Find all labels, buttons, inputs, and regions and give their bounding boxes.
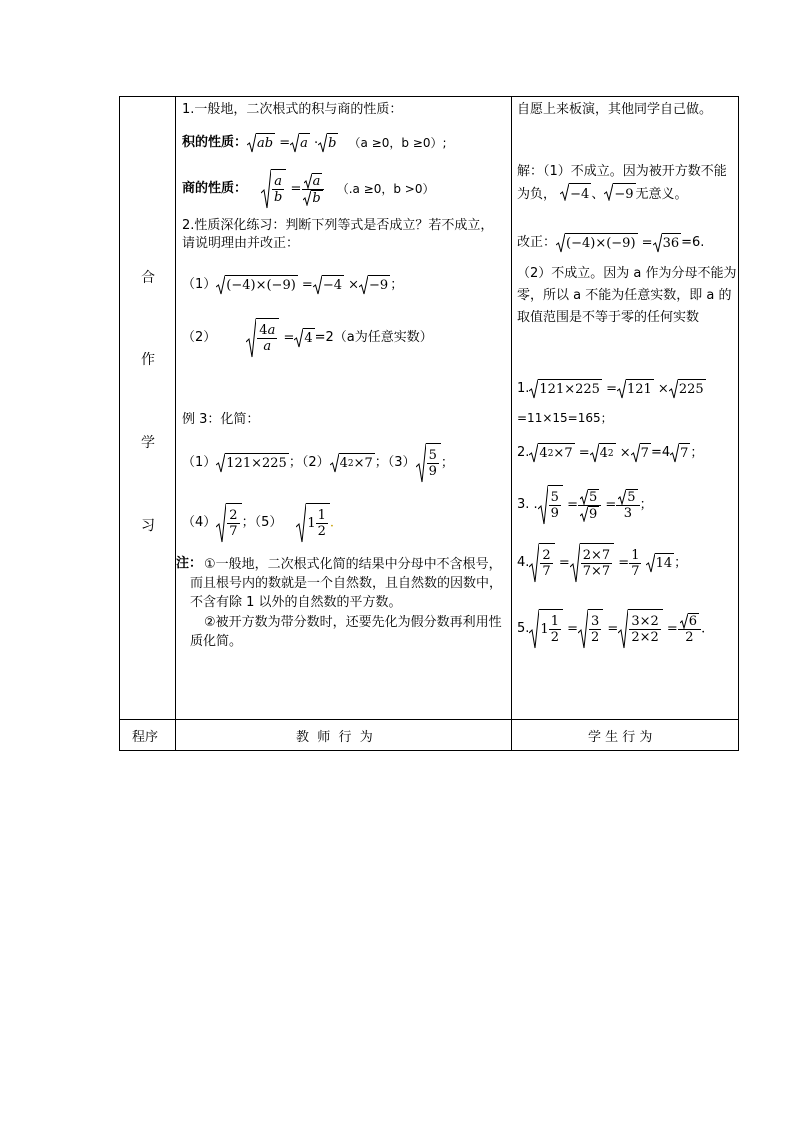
answer-4: 4. $\frac{2}{7}$ = $\frac{2\times 7}{7\times 7}$ = $\frac{1}{7}$ 14 ； [517, 541, 687, 585]
product-formula: ab = a · b [247, 133, 338, 153]
answer-5-number: 5. [517, 621, 530, 636]
product-property [182, 131, 447, 155]
side-label-char-3: 学 [141, 435, 155, 451]
answer-1-result: =11×15=165； [517, 411, 613, 425]
answer-4-number: 4. [517, 555, 530, 570]
quotient-property [182, 167, 435, 211]
side-label-char-2: 作 [141, 352, 155, 368]
ex-item-2-label: ；（2） [288, 455, 330, 470]
example3-row2: （4） $\frac{2}{7}$ ；（5） 1 $\frac{1}{2}$ . [182, 501, 334, 545]
answer-5: 5. 1 $\frac{1}{2}$ = $\frac{3}{2}$ = $\frac{3\times 2}{2\times 2}$ = $\frac{6}{2}$ . [517, 607, 705, 651]
student-intro: 自愿上来板演，其他同学自己做。 [517, 102, 713, 117]
practice-q1: （1） (−4)×(−9) = −4 × −9 ； [182, 273, 403, 297]
practice-q1-number: （1） [182, 277, 217, 292]
ex-item-5-label: ；（5） [241, 515, 283, 530]
product-label: 积的性质： [182, 135, 248, 150]
solution-1-tail: 无意义。 [635, 187, 688, 202]
quotient-condition: （.a ≥0，b >0） [336, 182, 435, 196]
product-condition: （a ≥0，b ≥0）; [348, 136, 447, 150]
note-label: 注： [176, 556, 203, 571]
quotient-label: 商的性质： [182, 181, 248, 196]
example3-title: 例 3：化简： [182, 412, 260, 427]
ex-item-1-label: （1） [182, 455, 217, 470]
answer-1: 1. 121×225 = 121 × 225 [517, 377, 706, 401]
practice-title: 2.性质深化练习：判断下列等式是否成立？若不成立，请说明理由并改正： [182, 218, 494, 251]
answer-3-number: 3. . [517, 497, 538, 512]
ex-item-4-label: （4） [182, 515, 217, 530]
column-divider-1 [175, 97, 176, 750]
footer-divider [120, 719, 738, 720]
answer-2: 2. 4 2 ×7 = 4 2 × 7 =4 7 ； [517, 441, 703, 465]
footer-student-behavior: 学 生 行 为 [588, 730, 653, 745]
lesson-table [119, 96, 739, 751]
note-1: ①一般地，二次根式化简的结果中分母中不含根号，而且根号内的数就是一个自然数，且自然数的因数中，不含有除 1 以外的自然数的平方数。 [190, 557, 503, 610]
student-solution-2: （2）不成立。因为 a 作为分母不能为零，所以 a 不能为任意实数，即 a 的取值范围是不等于零的任何实数 [517, 266, 737, 325]
correction-label: 改正： [517, 235, 557, 250]
practice-q2-tail: =2（a为任意实数） [314, 330, 433, 345]
quotient-formula: $\frac{a}{b}$ = $\frac{a}{b}$ [261, 169, 325, 209]
practice-q2: （2） $\frac{4a}{a}$ = 4 =2（a为任意实数） [182, 316, 433, 360]
student-solution-1: 解：（1）不成立。因为被开方数不能为负， −4 、 −9 无意义。 [517, 161, 735, 206]
answer-2-tail: =4 [650, 445, 671, 460]
note-2: ②被开方数为带分数时，还要先化为假分数再利用性质化简。 [190, 615, 502, 649]
answer-3: 3. . $\frac{5}{9}$ = $\frac{5}{9}$ = $\frac{5}{3}$ ； [517, 483, 653, 527]
answer-1-number: 1. [517, 381, 530, 396]
ex-item-3-label: ；（3） [374, 455, 416, 470]
answer-2-number: 2. [517, 445, 530, 460]
side-label-char-1: 合 [141, 270, 155, 286]
column-divider-2 [511, 97, 512, 750]
teacher-property-title: 1.一般地，二次根式的积与商的性质： [182, 102, 403, 117]
footer-teacher-behavior: 教 师 行 为 [296, 730, 373, 745]
footer-procedure: 程序 [132, 730, 159, 745]
solution-1-text: 解：（1）不成立。因为被开方数不能为负， [517, 164, 727, 202]
practice-q2-number: （2） [182, 330, 217, 345]
example3-row1: （1） 121×225 ；（2） 4 2 ×7 ；（3） $\frac{5}{9}$ ； [182, 441, 454, 485]
student-correction: 改正： (−4)×(−9) = 36 =6. [517, 231, 704, 255]
side-label-char-4: 习 [141, 518, 155, 534]
correction-tail: =6. [681, 235, 705, 250]
